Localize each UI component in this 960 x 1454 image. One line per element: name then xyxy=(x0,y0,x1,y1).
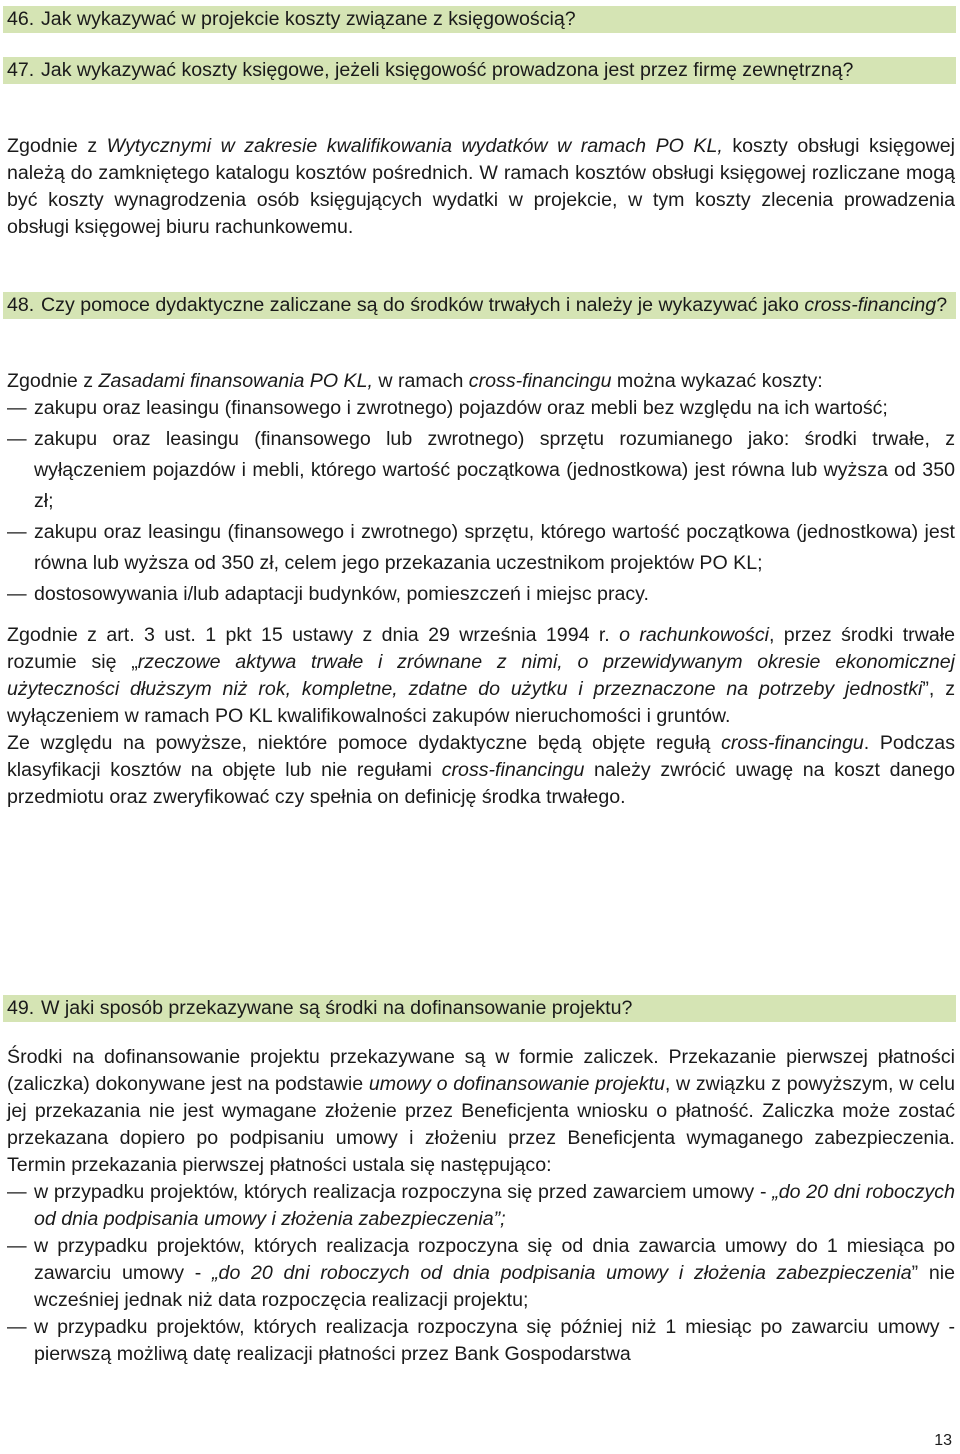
question-text: Czy pomoce dydaktyczne zaliczane są do środków trwałych i należy je wykazywać jako cross-financing? xyxy=(41,294,948,316)
question-text: W jaki sposób przekazywane są środki na dofinansowanie projektu? xyxy=(41,997,633,1019)
question-number: 47. xyxy=(7,59,35,81)
answer-49 xyxy=(7,1044,955,1368)
list-item: — dostosowywania i/lub adaptacji budynków, pomieszczeń i miejsc pracy. xyxy=(7,583,649,605)
question-text: Jak wykazywać koszty księgowe, jeżeli księgowość prowadzona jest przez firmę zewnętrzną? xyxy=(41,59,854,81)
answer-paragraph: Ze względu na powyższe, niektóre pomoce dydaktyczne będą objęte regułą cross-financingu. Podczas klasyfikacji kosztów na objęte lub nie regułami cross-financingu należy zwrócić uwagę na koszt danego przedmiotu oraz zweryfikować czy spełnia on definicję środka trwałego. xyxy=(7,732,956,808)
question-49 xyxy=(3,995,956,1022)
list-item: — zakupu oraz leasingu (finansowego lub zwrotnego) sprzętu rozumianego jako: środki trwałe, z wyłączeniem pojazdów i mebli, którego wartość początkowa (jednostkowa) jest równa lub wyższa od 350 zł; xyxy=(7,428,955,512)
list-item: — zakupu oraz leasingu (finansowego i zwrotnego) sprzętu, którego wartość początkowa (jednostkowa) jest równa lub wyższa od 350 zł, celem jego przekazania uczestnikom projektów PO KL; xyxy=(7,521,955,574)
question-number: 46. xyxy=(7,8,35,30)
answer-paragraph: Zgodnie z art. 3 ust. 1 pkt 15 ustawy z dnia 29 września 1994 r. o rachunkowości, przez środki trwałe rozumie się „rzeczowe aktywa trwałe i zrównane z nimi, o przewidywanym okresie ekonomicznej użyteczności dłuższym niż rok, kompletne, zdatne do użytku i przeznaczone na potrzeby jednostki”, z wyłączeniem w ramach PO KL kwalifikowalności zakupów nieruchomości i gruntów. xyxy=(7,624,956,727)
question-47 xyxy=(3,57,956,84)
question-48 xyxy=(3,292,956,319)
answer-paragraph: Środki na dofinansowanie projektu przekazywane są w formie zaliczek. Przekazanie pierwszej płatności (zaliczka) dokonywane jest na podstawie umowy o dofinansowanie projektu, w związku z powyższym, w celu jej przekazania nie jest wymagane złożenie przez Beneficjenta wniosku o płatność. Zaliczka może zostać przekazana dopiero po podpisaniu umowy i złożeniu przez Beneficjenta wymaganego zabezpieczenia. Termin przekazania pierwszej płatności ustala się następująco: xyxy=(7,1046,956,1176)
answer-48 xyxy=(7,368,955,811)
payment-terms-list xyxy=(7,1179,955,1368)
list-item: — w przypadku projektów, których realizacja rozpoczyna się później niż 1 miesiąc po zawarciu umowy - pierwszą możliwą datę realizacji płatności przez Bank Gospodarstwa xyxy=(7,1316,955,1365)
list-item: — w przypadku projektów, których realizacja rozpoczyna się od dnia zawarcia umowy do 1 miesiąca po zawarciu umowy - „do 20 dni roboczych od dnia podpisania umowy i złożenia zabezpieczenia” nie wcześniej jednak niż data rozpoczęcia realizacji projektu; xyxy=(7,1235,956,1311)
answer-intro: Zgodnie z Zasadami finansowania PO KL, w ramach cross-financingu można wykazać koszty: xyxy=(7,370,823,392)
cost-list xyxy=(7,393,955,610)
answer-paragraph: Zgodnie z Wytycznymi w zakresie kwalifikowania wydatków w ramach PO KL, koszty obsługi księgowej należą do zamkniętego katalogu kosztów pośrednich. W ramach kosztów obsługi księgowej rozliczane mogą być koszty wynagrodzenia osób księgujących wydatki w projekcie, w tym koszty zlecenia prowadzenia obsługi księgowej biuru rachunkowemu. xyxy=(7,135,956,238)
answer-47 xyxy=(7,133,955,241)
page-number: 13 xyxy=(934,1432,952,1449)
question-number: 48. xyxy=(7,294,35,316)
question-number: 49. xyxy=(7,997,35,1019)
list-item: — zakupu oraz leasingu (finansowego i zwrotnego) pojazdów oraz mebli bez względu na ich wartość; xyxy=(7,397,888,419)
question-46 xyxy=(3,6,956,33)
question-text: Jak wykazywać w projekcie koszty związane z księgowością? xyxy=(41,8,576,30)
list-item: — w przypadku projektów, których realizacja rozpoczyna się przed zawarciem umowy - „do 20 dni roboczych od dnia podpisania umowy i złożenia zabezpieczenia”; xyxy=(7,1181,955,1230)
